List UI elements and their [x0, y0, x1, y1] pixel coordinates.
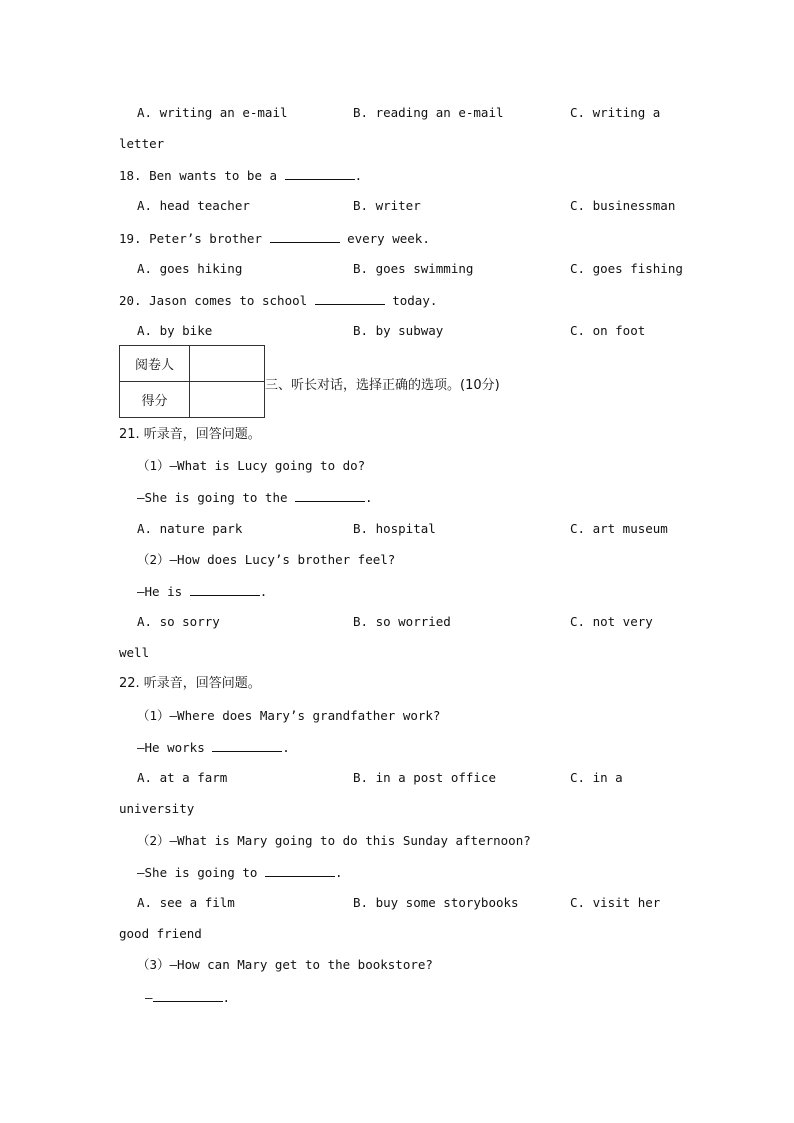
q21-part1-answer-text: —She is going to the: [137, 490, 288, 505]
q17-option-a: A. writing an e-mail: [137, 105, 288, 120]
q20-option-c: C. on foot: [570, 323, 646, 338]
q22-part2-option-a: A. see a film: [137, 895, 235, 910]
answer-blank: [190, 583, 260, 596]
q18-option-a: A. head teacher: [137, 198, 250, 213]
q20-stem-end: today.: [392, 293, 438, 308]
q21-part1-option-b: B. hospital: [353, 521, 436, 536]
q22-part3-answer-text: —: [145, 990, 153, 1005]
q22-part1-question: （1）—Where does Mary’s grandfather work?: [137, 708, 441, 723]
q21-part1-question: （1）—What is Lucy going to do?: [137, 458, 366, 473]
q21-part1-option-a: A. nature park: [137, 521, 243, 536]
q21-part2-answer: —He is .: [137, 584, 268, 599]
answer-blank: [285, 167, 355, 180]
q22-part2-option-c: C. visit her: [570, 895, 661, 910]
q21-part2-answer-text: —He is: [137, 584, 183, 599]
q22-part2-question: （2）—What is Mary going to do this Sunday afternoon?: [137, 833, 531, 848]
q18-stem-text: 18. Ben wants to be a: [119, 168, 278, 183]
q22-part2-option-c-continued: good friend: [119, 926, 202, 941]
q22-part2-answer: —She is going to .: [137, 865, 343, 880]
q17-option-c-continued: letter: [119, 136, 165, 151]
q21-stem: 21. 听录音，回答问题。: [119, 427, 261, 442]
q21-part2-question: （2）—How does Lucy’s brother feel?: [137, 552, 396, 567]
grader-box: [119, 345, 265, 418]
q19-option-a: A. goes hiking: [137, 261, 243, 276]
q20-option-a: A. by bike: [137, 323, 213, 338]
q19-stem-end: every week.: [347, 231, 430, 246]
q22-stem: 22. 听录音，回答问题。: [119, 676, 261, 691]
q18-stem: [119, 167, 362, 184]
q20-option-b: B. by subway: [353, 323, 444, 338]
q20-stem: [119, 292, 437, 309]
reviewer-label: 阅卷人: [120, 346, 190, 382]
q18-option-c: C. businessman: [570, 198, 676, 213]
q19-stem: [119, 230, 430, 247]
q22-part1-answer: —He works .: [137, 740, 290, 755]
q21-part1-answer: —She is going to the .: [137, 490, 373, 505]
q17-option-c: C. writing a: [570, 105, 661, 120]
answer-blank: [212, 739, 282, 752]
answer-blank: [295, 489, 365, 502]
q22-part1-option-a: A. at a farm: [137, 770, 228, 785]
answer-blank: [315, 292, 385, 305]
q20-stem-text: 20. Jason comes to school: [119, 293, 308, 308]
reviewer-field: [190, 346, 265, 382]
q22-part1-option-c-continued: university: [119, 801, 195, 816]
q22-part2-answer-text: —She is going to: [137, 865, 258, 880]
q21-part2-option-a: A. so sorry: [137, 614, 220, 629]
q21-part2-option-c-continued: well: [119, 645, 150, 660]
answer-blank: [265, 864, 335, 877]
q22-part3-answer: — .: [145, 990, 231, 1005]
answer-blank: [153, 989, 223, 1002]
q19-option-c: C. goes fishing: [570, 261, 683, 276]
q22-part1-option-c: C. in a: [570, 770, 623, 785]
section-title: 三、听长对话，选择正确的选项。(10分): [265, 378, 500, 393]
q22-part1-option-b: B. in a post office: [353, 770, 496, 785]
answer-blank: [270, 230, 340, 243]
q18-stem-end: .: [354, 168, 363, 183]
q21-part2-option-c: C. not very: [570, 614, 653, 629]
q19-stem-text: 19. Peter’s brother: [119, 231, 262, 246]
q17-option-b: B. reading an e-mail: [353, 105, 504, 120]
score-label: 得分: [120, 382, 190, 418]
score-field: [190, 382, 265, 418]
q21-part1-option-c: C. art museum: [570, 521, 668, 536]
q21-part2-option-b: B. so worried: [353, 614, 451, 629]
q19-option-b: B. goes swimming: [353, 261, 474, 276]
q22-part2-option-b: B. buy some storybooks: [353, 895, 519, 910]
q18-option-b: B. writer: [353, 198, 421, 213]
q22-part1-answer-text: —He works: [137, 740, 205, 755]
q22-part3-question: （3）—How can Mary get to the bookstore?: [137, 957, 433, 972]
